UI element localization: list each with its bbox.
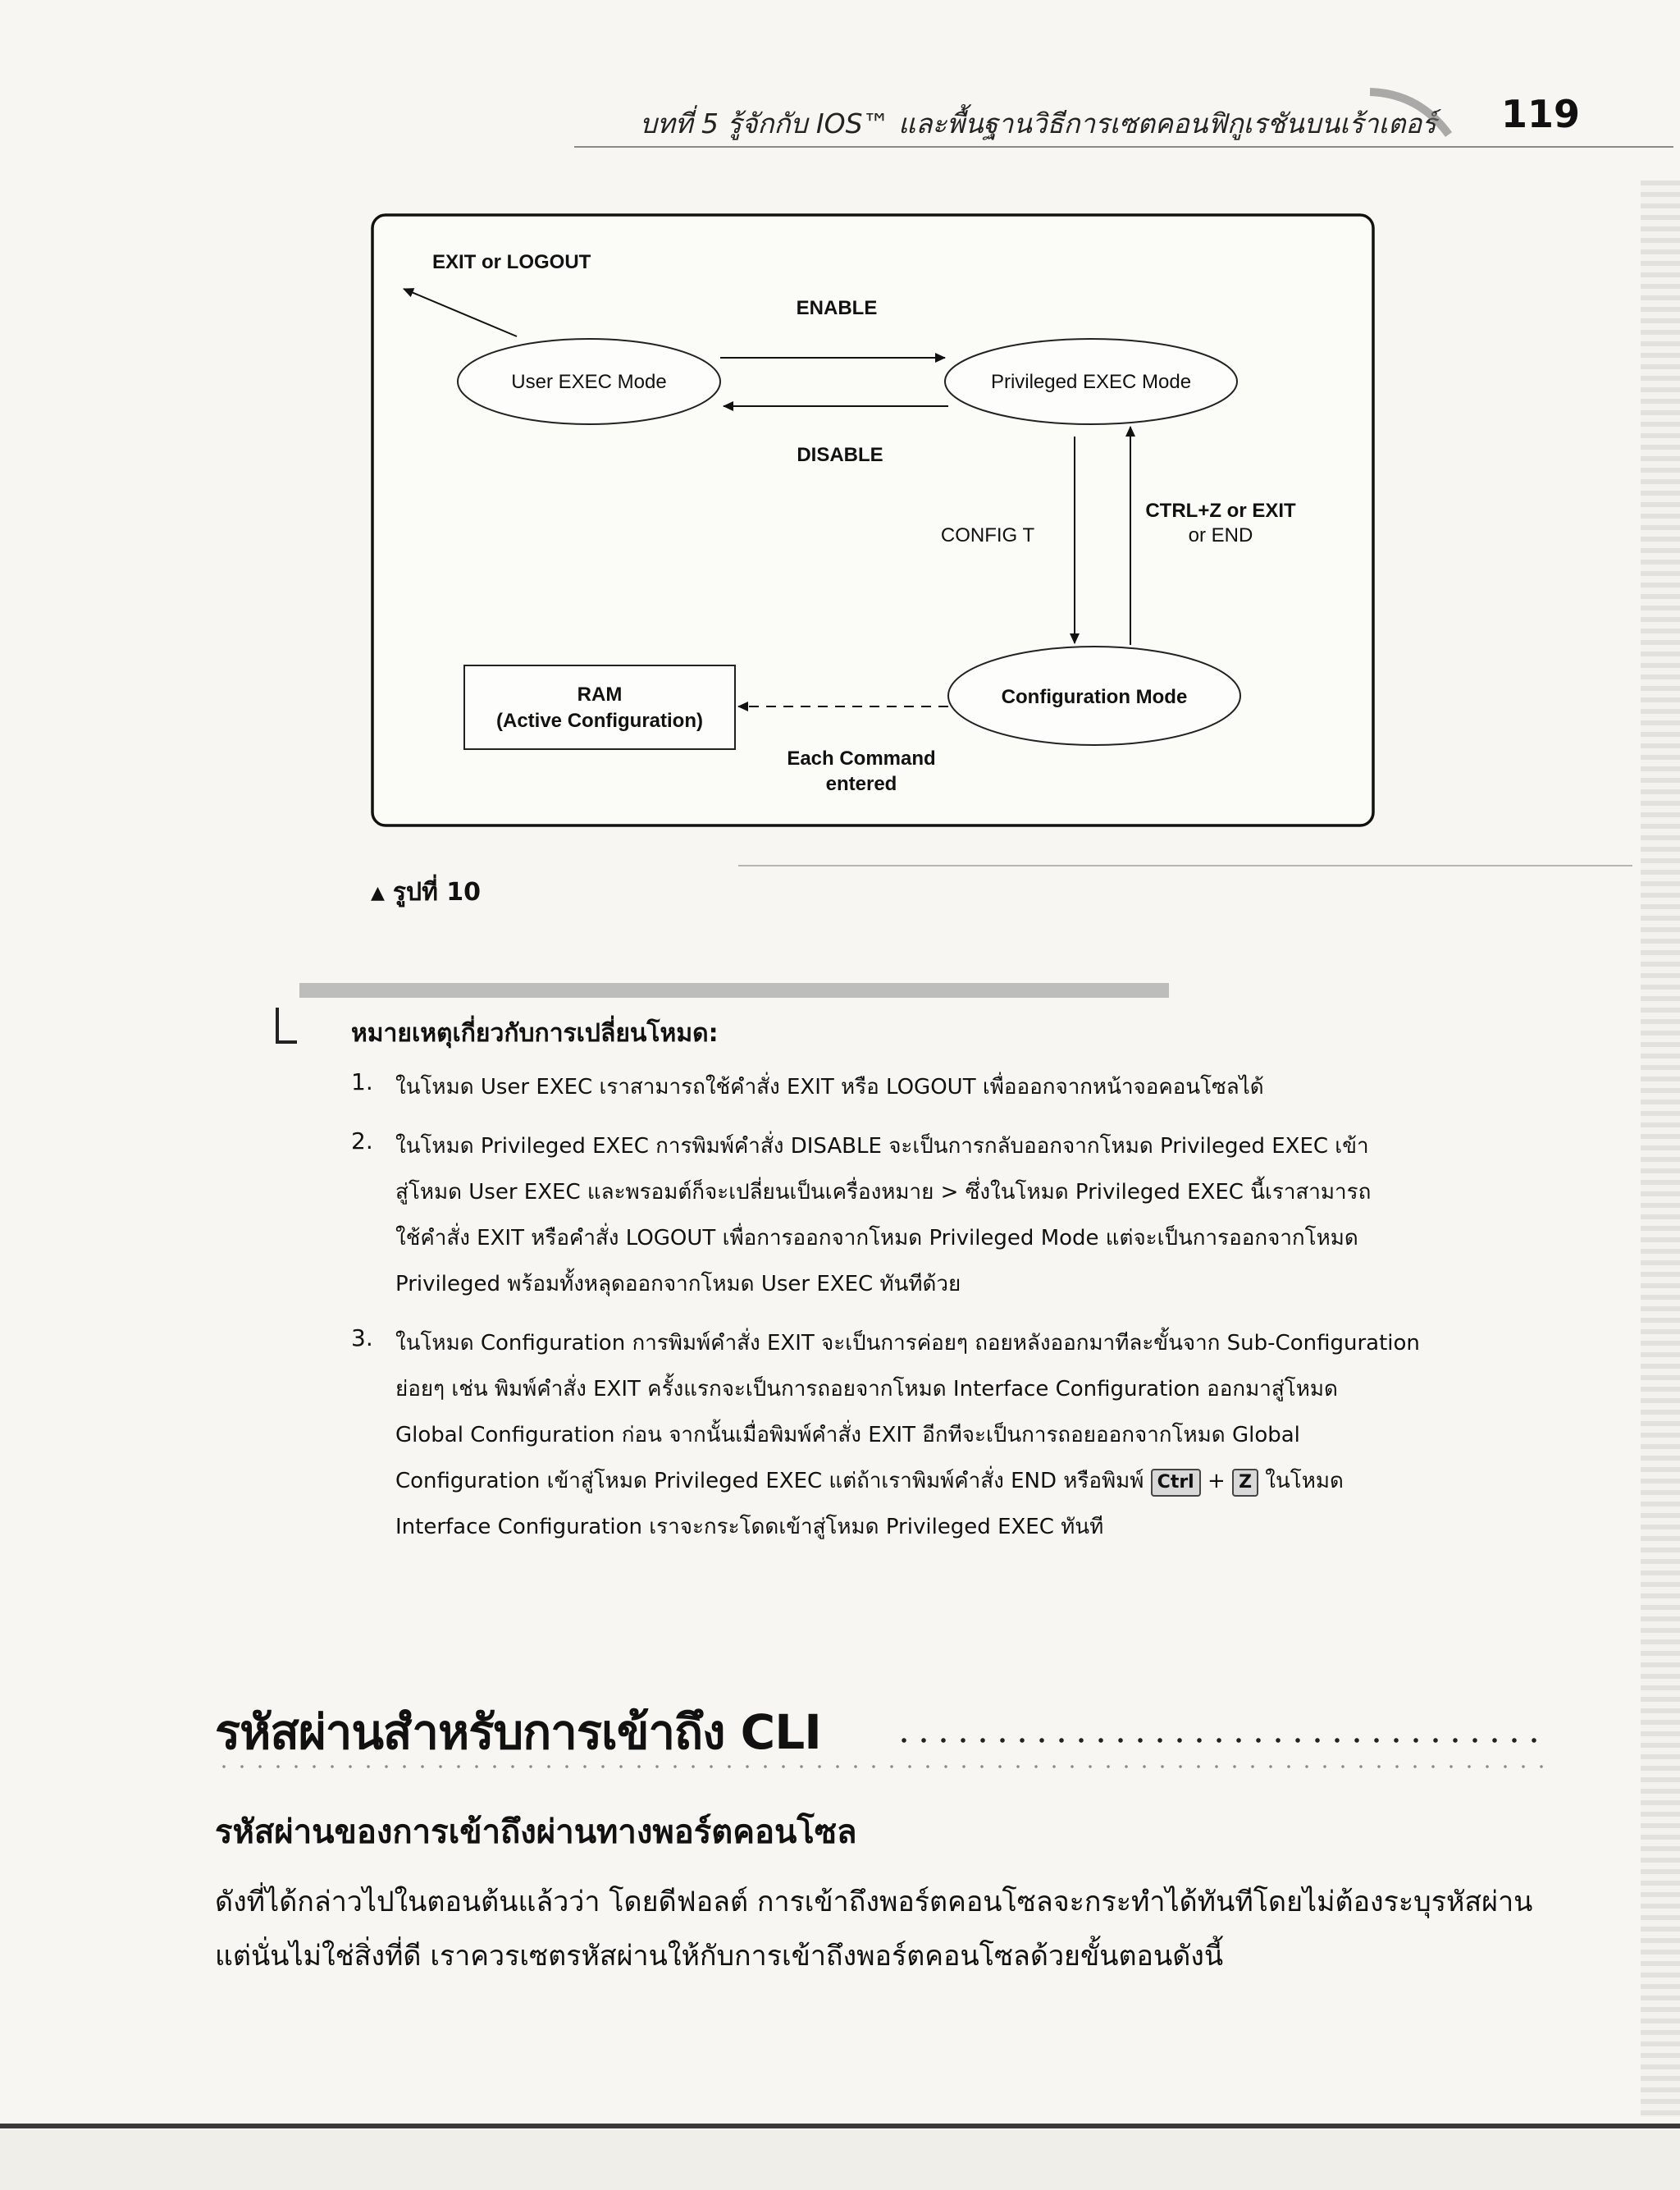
ram-box bbox=[464, 665, 735, 749]
note-item-line bbox=[395, 1464, 1344, 1497]
page-edge-shadow bbox=[1641, 181, 1680, 2117]
note-item-line-tail: ในโหมด bbox=[1265, 1469, 1344, 1493]
ctrlz-label-line2: or END bbox=[1188, 524, 1253, 546]
note-item-line: สู่โหมด User EXEC และพรอมต์ก็จะเปลี่ยนเป็นเครื่องหมาย > ซึ่งในโหมด Privileged EXEC นี้เราสามารถ bbox=[395, 1180, 1372, 1205]
section-heading: รหัสผ่านสำหรับการเข้าถึง CLI bbox=[215, 1704, 821, 1760]
disable-label: DISABLE bbox=[797, 444, 883, 466]
note-item-number: 3. bbox=[351, 1324, 373, 1351]
note-item-line-text: Configuration เข้าสู่โหมด Privileged EXEC แต่ถ้าเราพิมพ์คำสั่ง END หรือพิมพ์ bbox=[395, 1469, 1144, 1493]
figure-caption bbox=[371, 873, 481, 912]
note-item-line: ย่อยๆ เช่น พิมพ์คำสั่ง EXIT ครั้งแรกจะเป็นการถอยจากโหมด Interface Configuration ออกมาสู่โหมด bbox=[395, 1377, 1338, 1401]
z-key-icon: Z bbox=[1232, 1469, 1258, 1497]
section-heading-dots bbox=[894, 1738, 1550, 1743]
figure-caption-text: รูปที่ 10 bbox=[392, 878, 482, 907]
running-header: บทที่ 5 รู้จักกับ IOS™ และพื้นฐานวิธีการเซตคอนฟิกูเรชันบนเร้าเตอร์ bbox=[640, 107, 1436, 139]
ctrl-key-icon: Ctrl bbox=[1151, 1469, 1201, 1497]
user-exec-mode-label: User EXEC Mode bbox=[511, 371, 667, 393]
note-item-line: Interface Configuration เราจะกระโดดเข้าสู่โหมด Privileged EXEC ทันที bbox=[395, 1515, 1104, 1539]
note-item-number: 1. bbox=[351, 1068, 373, 1095]
note-item-line: ในโหมด Privileged EXEC การพิมพ์คำสั่ง DISABLE จะเป็นการกลับออกจากโหมด Privileged EXEC เข้า bbox=[395, 1134, 1369, 1159]
body-paragraph-line: แต่นั่นไม่ใช่สิ่งที่ดี เราควรเซตรหัสผ่านให้กับการเข้าถึงพอร์ตคอนโซลด้วยขั้นตอนดังนี้ bbox=[215, 1940, 1224, 1973]
footer-band bbox=[0, 2130, 1680, 2190]
enable-label: ENABLE bbox=[796, 297, 878, 319]
caption-rule bbox=[738, 865, 1632, 866]
note-title: หมายเหตุเกี่ยวกับการเปลี่ยนโหมด: bbox=[351, 1019, 719, 1048]
ram-label: RAM bbox=[577, 684, 623, 706]
configuration-mode-label: Configuration Mode bbox=[1001, 686, 1188, 708]
header-swoosh-decoration bbox=[1370, 85, 1452, 138]
note-item-line: ในโหมด Configuration การพิมพ์คำสั่ง EXIT จะเป็นการค่อยๆ ถอยหลังออกมาทีละขั้นจาก Sub-Configuration bbox=[395, 1331, 1420, 1356]
page-number: 119 bbox=[1501, 92, 1581, 136]
footer-rule bbox=[0, 2124, 1680, 2128]
note-item-line: ในโหมด User EXEC เราสามารถใช้คำสั่ง EXIT หรือ LOGOUT เพื่อออกจากหน้าจอคอนโซลได้ bbox=[395, 1075, 1264, 1100]
header-rule bbox=[574, 146, 1673, 148]
sub-heading: รหัสผ่านของการเข้าถึงผ่านทางพอร์ตคอนโซล bbox=[215, 1813, 857, 1851]
config-t-label: CONFIG T bbox=[940, 524, 1035, 546]
each-command-label: Each Command bbox=[787, 748, 936, 770]
note-item-line: Global Configuration ก่อน จากนั้นเมื่อพิมพ์คำสั่ง EXIT อีกทีจะเป็นการถอยออกจากโหมด Global bbox=[395, 1423, 1300, 1447]
ram-sublabel: (Active Configuration) bbox=[496, 710, 703, 732]
note-item-line: Privileged พร้อมทั้งหลุดออกจากโหมด User EXEC ทันทีด้วย bbox=[395, 1272, 961, 1296]
plus-sign: + bbox=[1208, 1469, 1226, 1493]
section-dot-rule bbox=[215, 1764, 1552, 1769]
exit-logout-label: EXIT or LOGOUT bbox=[432, 251, 591, 273]
note-item-number: 2. bbox=[351, 1127, 373, 1154]
note-bracket-decoration bbox=[276, 1008, 297, 1044]
privileged-exec-mode-label: Privileged EXEC Mode bbox=[990, 371, 1192, 393]
each-command-sublabel: entered bbox=[825, 773, 897, 795]
note-item-line: ใช้คำสั่ง EXIT หรือคำสั่ง LOGOUT เพื่อการออกจากโหมด Privileged Mode แต่จะเป็นการออกจากโหมด bbox=[395, 1226, 1358, 1250]
mode-transition-diagram bbox=[371, 213, 1375, 827]
note-top-bar bbox=[299, 983, 1169, 998]
triangle-icon: ▲ bbox=[371, 883, 385, 903]
body-paragraph-line: ดังที่ได้กล่าวไปในตอนต้นแล้วว่า โดยดีฟอลต์ การเข้าถึงพอร์ตคอนโซลจะกระทำได้ทันทีโดยไม่ต้องระบุรหัสผ่าน bbox=[215, 1886, 1533, 1918]
ctrlz-label-line1: CTRL+Z or EXIT bbox=[1145, 500, 1296, 522]
